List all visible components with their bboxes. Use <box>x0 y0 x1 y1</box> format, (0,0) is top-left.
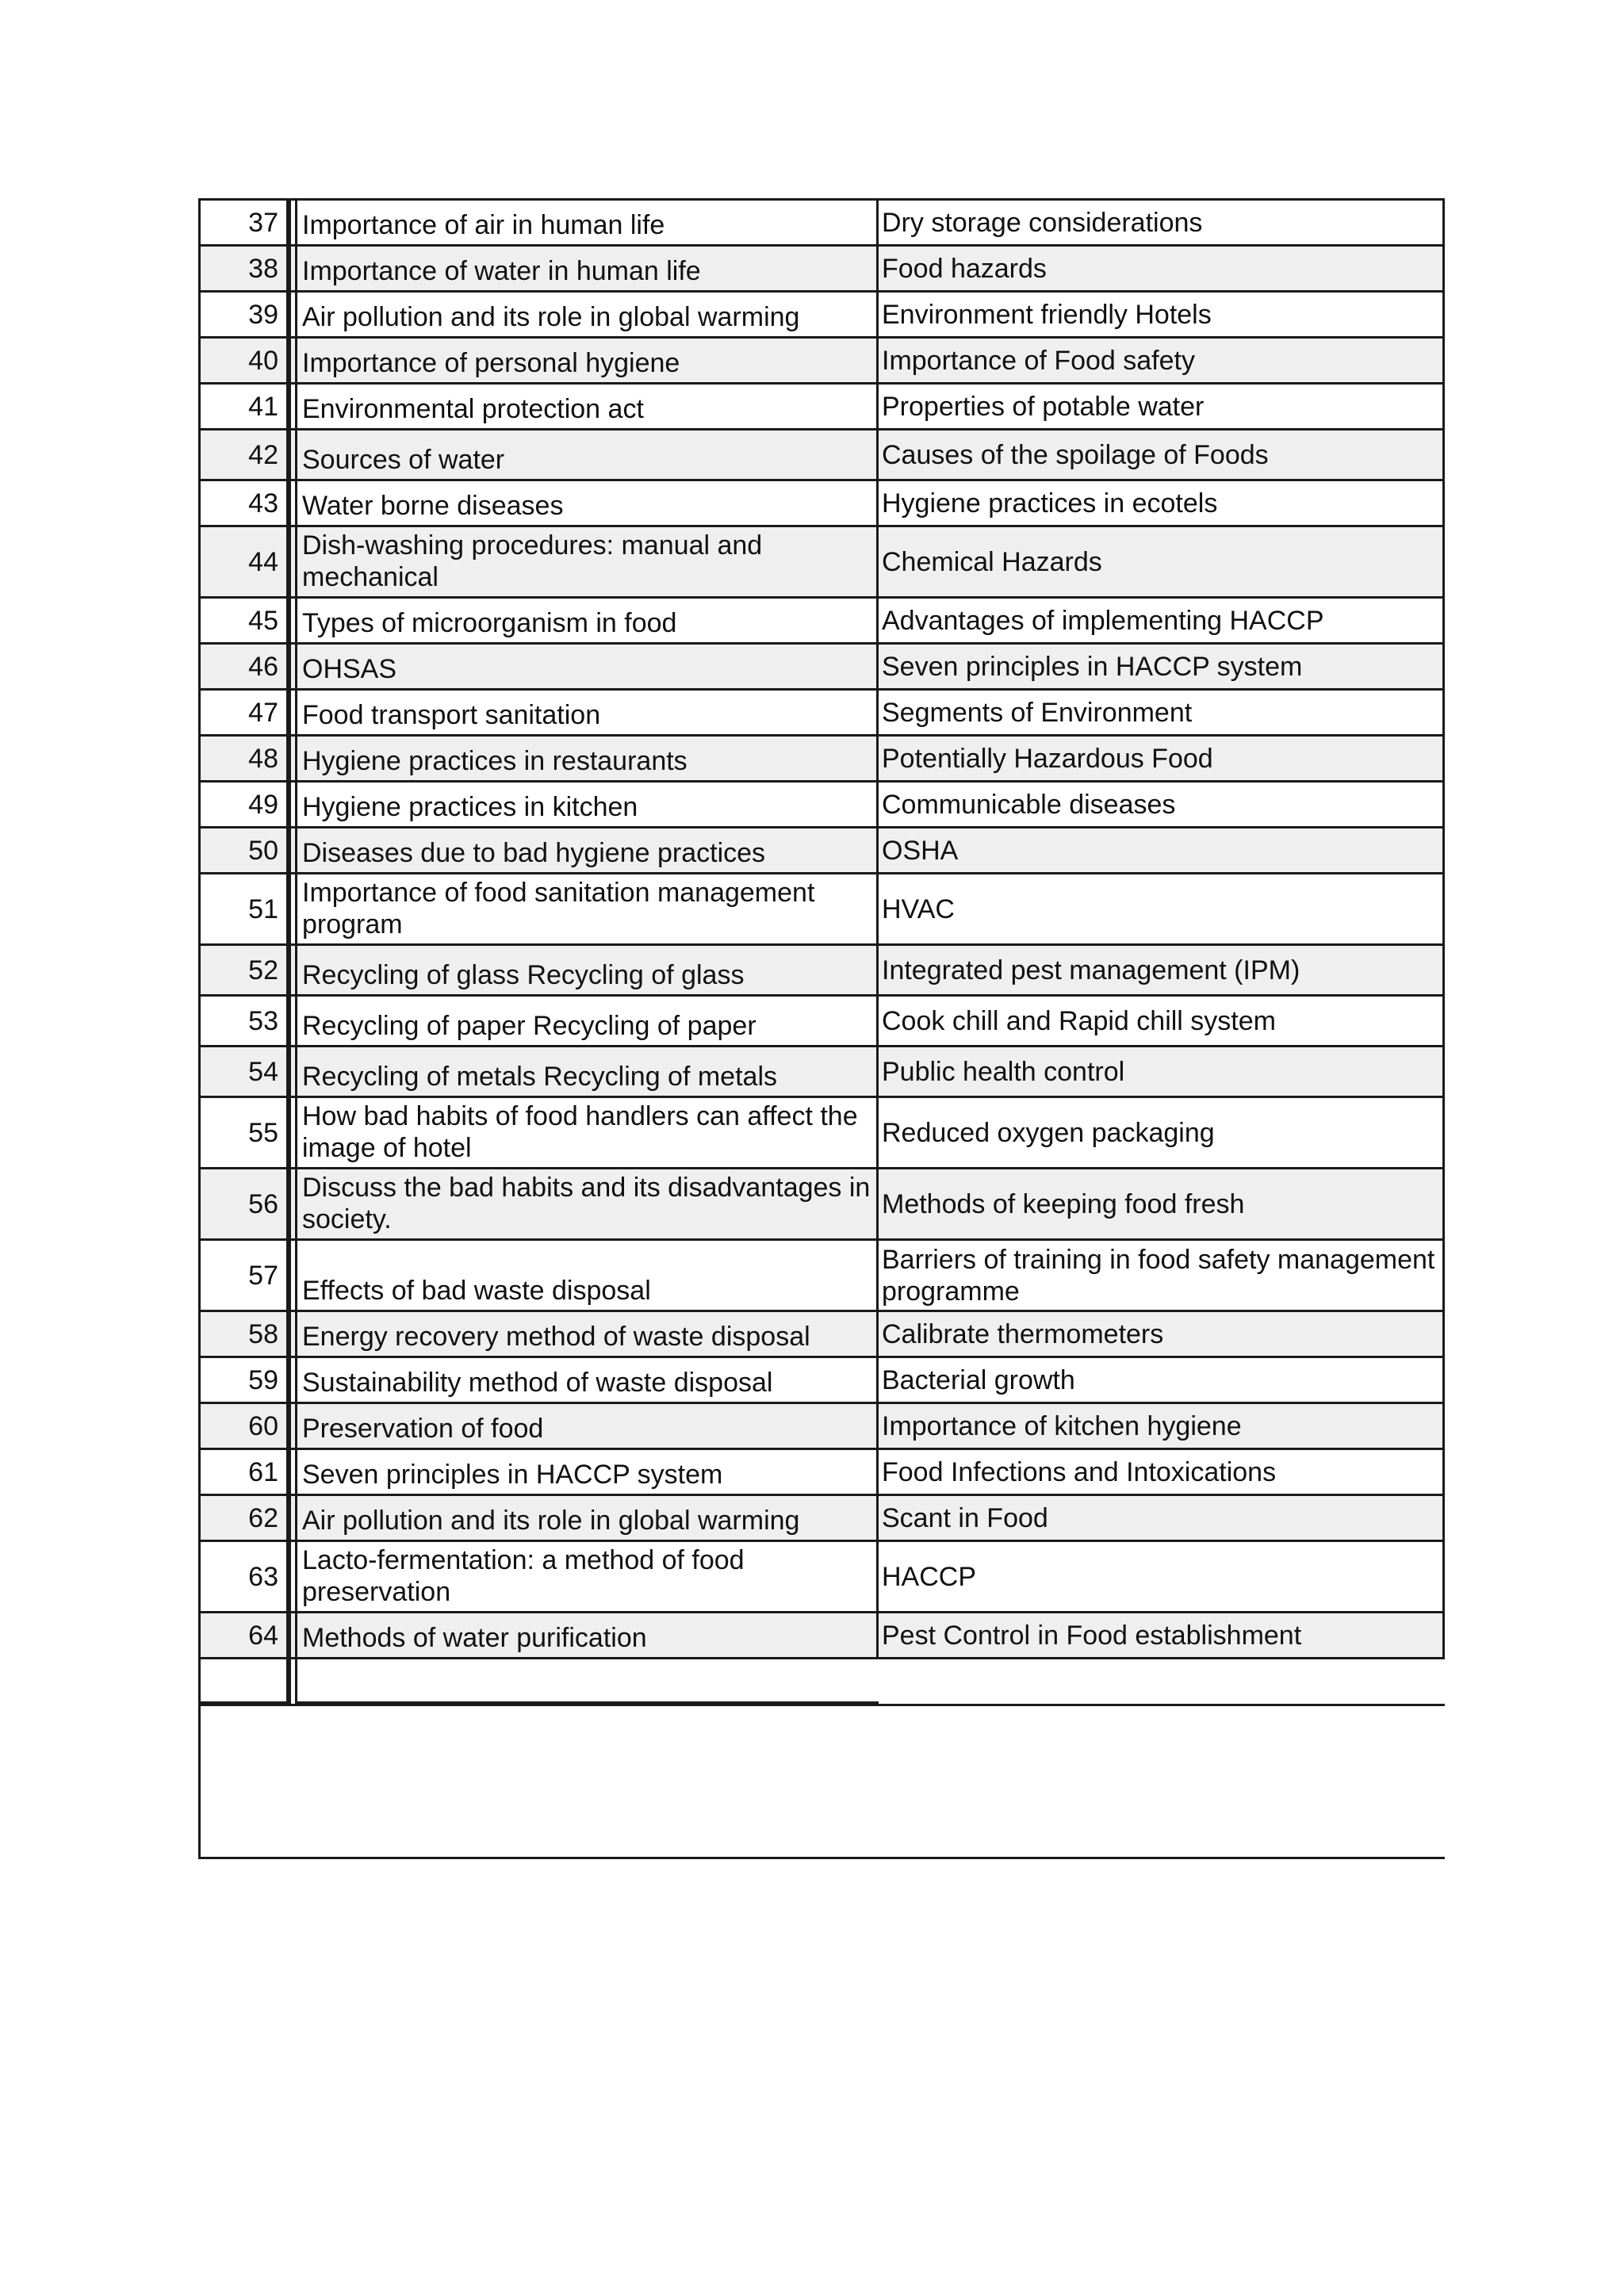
alternate-topic-cell: Food Infections and Intoxications <box>879 1450 1445 1494</box>
alternate-topic-cell: Importance of Food safety <box>879 339 1445 382</box>
row-number: 60 <box>198 1404 286 1448</box>
row-number: 37 <box>198 201 286 244</box>
table-row <box>198 1448 1445 1494</box>
topic-cell: Water borne diseases <box>297 481 879 525</box>
topics-table <box>198 198 1445 1859</box>
alternate-topic-cell: Importance of kitchen hygiene <box>879 1404 1445 1448</box>
row-number: 48 <box>198 737 286 780</box>
alternate-topic-cell: Dry storage considerations <box>879 201 1445 244</box>
column-divider <box>286 874 297 943</box>
row-number: 56 <box>198 1169 286 1238</box>
topic-cell: Importance of air in human life <box>297 201 879 244</box>
row-number: 63 <box>198 1542 286 1611</box>
table-row <box>198 428 1445 479</box>
column-divider <box>286 247 297 290</box>
topic-cell: Environmental protection act <box>297 385 879 428</box>
topic-cell: Methods of water purification <box>297 1613 879 1657</box>
topic-cell: Air pollution and its role in global warming <box>297 293 879 336</box>
alternate-topic-cell: Scant in Food <box>879 1496 1445 1540</box>
topic-cell: Discuss the bad habits and its disadvantages in society. <box>297 1169 879 1238</box>
table-row <box>198 290 1445 336</box>
topic-cell: Preservation of food <box>297 1404 879 1448</box>
column-divider <box>286 1613 297 1657</box>
footer-blank-area <box>198 1704 1445 1859</box>
alternate-topic-cell: Public health control <box>879 1047 1445 1096</box>
column-divider <box>286 1496 297 1540</box>
topic-cell: Hygiene practices in restaurants <box>297 737 879 780</box>
row-number: 61 <box>198 1450 286 1494</box>
topic-cell: Hygiene practices in kitchen <box>297 783 879 826</box>
topic-cell: How bad habits of food handlers can affect the image of hotel <box>297 1098 879 1167</box>
row-number: 46 <box>198 645 286 688</box>
column-divider <box>286 1312 297 1356</box>
topic-cell: Recycling of glass Recycling of glass <box>297 946 879 994</box>
topic-cell: Dish-washing procedures: manual and mechanical <box>297 527 879 596</box>
table-row <box>198 1356 1445 1402</box>
column-divider <box>286 1542 297 1611</box>
table-row <box>198 780 1445 826</box>
table-row <box>198 943 1445 994</box>
column-divider <box>286 737 297 780</box>
row-number: 43 <box>198 481 286 525</box>
alternate-topic-cell: HACCP <box>879 1542 1445 1611</box>
topic-cell: Recycling of paper Recycling of paper <box>297 997 879 1045</box>
row-number: 53 <box>198 997 286 1045</box>
topic-cell: Sustainability method of waste disposal <box>297 1358 879 1402</box>
row-number: 38 <box>198 247 286 290</box>
column-divider <box>286 1659 297 1704</box>
alternate-topic-cell: HVAC <box>879 874 1445 943</box>
alternate-topic-cell: Food hazards <box>879 247 1445 290</box>
column-divider <box>286 1450 297 1494</box>
row-number: 40 <box>198 339 286 382</box>
column-divider <box>286 385 297 428</box>
column-divider <box>286 691 297 734</box>
topic-cell: Seven principles in HACCP system <box>297 1450 879 1494</box>
alternate-topic-cell: Advantages of implementing HACCP <box>879 599 1445 642</box>
alternate-topic-cell: Causes of the spoilage of Foods <box>879 430 1445 479</box>
topic-cell: Effects of bad waste disposal <box>297 1241 879 1310</box>
alternate-topic-cell: Integrated pest management (IPM) <box>879 946 1445 994</box>
topic-cell: Recycling of metals Recycling of metals <box>297 1047 879 1096</box>
alternate-topic-cell: Methods of keeping food fresh <box>879 1169 1445 1238</box>
table-body <box>198 198 1445 1657</box>
topic-cell: Types of microorganism in food <box>297 599 879 642</box>
column-divider <box>286 946 297 994</box>
column-divider <box>286 201 297 244</box>
topic-cell: Diseases due to bad hygiene practices <box>297 828 879 872</box>
row-number: 41 <box>198 385 286 428</box>
row-number: 51 <box>198 874 286 943</box>
column-divider <box>286 527 297 596</box>
row-number: 47 <box>198 691 286 734</box>
table-row <box>198 1540 1445 1611</box>
empty-topic-cell <box>297 1659 879 1704</box>
column-divider <box>286 828 297 872</box>
table-row <box>198 734 1445 780</box>
row-number: 42 <box>198 430 286 479</box>
table-row <box>198 688 1445 734</box>
table-row <box>198 336 1445 382</box>
table-row <box>198 1310 1445 1356</box>
alternate-topic-cell: Bacterial growth <box>879 1358 1445 1402</box>
alternate-topic-cell: Potentially Hazardous Food <box>879 737 1445 780</box>
topic-cell: Lacto-fermentation: a method of food preservation <box>297 1542 879 1611</box>
alternate-topic-cell: Pest Control in Food establishment <box>879 1613 1445 1657</box>
alternate-topic-cell: Segments of Environment <box>879 691 1445 734</box>
column-divider <box>286 1047 297 1096</box>
table-row <box>198 382 1445 428</box>
table-row <box>198 1045 1445 1096</box>
alternate-topic-cell: Hygiene practices in ecotels <box>879 481 1445 525</box>
column-divider <box>286 1404 297 1448</box>
row-number: 59 <box>198 1358 286 1402</box>
column-divider <box>286 783 297 826</box>
column-divider <box>286 997 297 1045</box>
table-row <box>198 1096 1445 1167</box>
row-number: 39 <box>198 293 286 336</box>
row-number: 50 <box>198 828 286 872</box>
table-row <box>198 826 1445 872</box>
topic-cell: OHSAS <box>297 645 879 688</box>
row-number: 64 <box>198 1613 286 1657</box>
topic-cell: Energy recovery method of waste disposal <box>297 1312 879 1356</box>
table-row <box>198 596 1445 642</box>
column-divider <box>286 645 297 688</box>
column-divider <box>286 339 297 382</box>
row-number: 57 <box>198 1241 286 1310</box>
row-number: 55 <box>198 1098 286 1167</box>
topic-cell: Food transport sanitation <box>297 691 879 734</box>
table-row <box>198 525 1445 596</box>
table-row <box>198 994 1445 1045</box>
row-number: 52 <box>198 946 286 994</box>
alternate-topic-cell: OSHA <box>879 828 1445 872</box>
alternate-topic-cell: Reduced oxygen packaging <box>879 1098 1445 1167</box>
table-row <box>198 1238 1445 1310</box>
column-divider <box>286 293 297 336</box>
alternate-topic-cell: Seven principles in HACCP system <box>879 645 1445 688</box>
column-divider <box>286 1169 297 1238</box>
alternate-topic-cell: Chemical Hazards <box>879 527 1445 596</box>
alternate-topic-cell: Properties of potable water <box>879 385 1445 428</box>
topic-cell: Sources of water <box>297 430 879 479</box>
column-divider <box>286 1358 297 1402</box>
row-number: 54 <box>198 1047 286 1096</box>
table-row <box>198 198 1445 244</box>
topic-cell: Importance of personal hygiene <box>297 339 879 382</box>
table-row <box>198 872 1445 943</box>
row-number: 44 <box>198 527 286 596</box>
alternate-topic-cell: Environment friendly Hotels <box>879 293 1445 336</box>
alternate-topic-cell: Cook chill and Rapid chill system <box>879 997 1445 1045</box>
table-row <box>198 1402 1445 1448</box>
empty-number-cell <box>198 1659 286 1704</box>
table-row <box>198 1167 1445 1238</box>
column-divider <box>286 599 297 642</box>
topic-cell: Air pollution and its role in global warming <box>297 1496 879 1540</box>
empty-table-row <box>198 1659 1445 1704</box>
row-number: 49 <box>198 783 286 826</box>
table-row <box>198 1611 1445 1657</box>
table-row <box>198 1494 1445 1540</box>
column-divider <box>286 1098 297 1167</box>
table-row <box>198 642 1445 688</box>
row-number: 45 <box>198 599 286 642</box>
topic-cell: Importance of food sanitation management program <box>297 874 879 943</box>
column-divider <box>286 430 297 479</box>
column-divider <box>286 1241 297 1310</box>
topic-cell: Importance of water in human life <box>297 247 879 290</box>
row-number: 62 <box>198 1496 286 1540</box>
alternate-topic-cell: Barriers of training in food safety management programme <box>879 1241 1445 1310</box>
column-divider <box>286 481 297 525</box>
alternate-topic-cell: Communicable diseases <box>879 783 1445 826</box>
table-row <box>198 244 1445 290</box>
table-row <box>198 479 1445 525</box>
row-number: 58 <box>198 1312 286 1356</box>
alternate-topic-cell: Calibrate thermometers <box>879 1312 1445 1356</box>
